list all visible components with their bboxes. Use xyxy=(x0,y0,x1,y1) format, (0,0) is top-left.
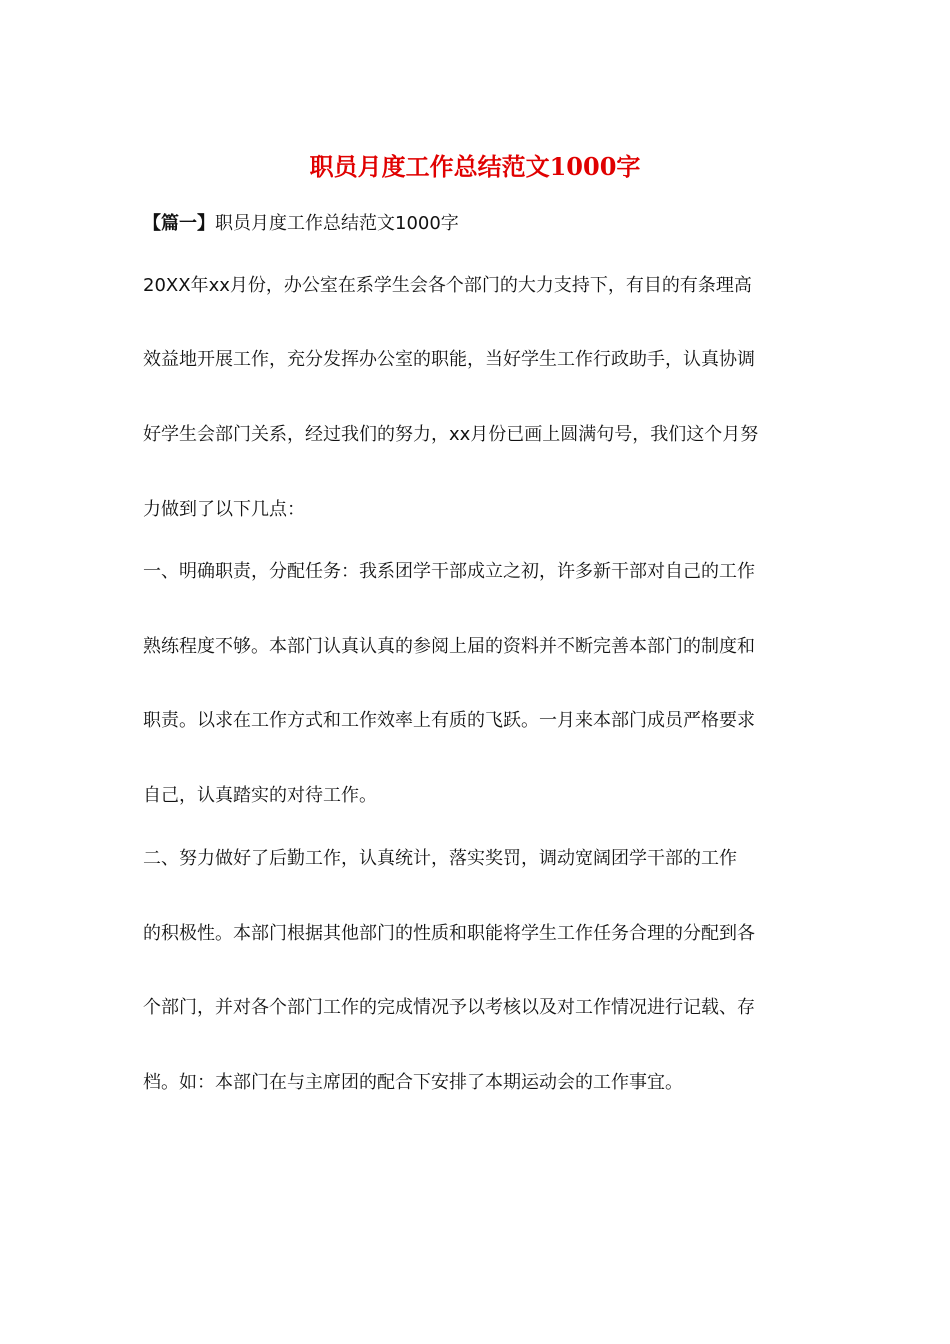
paragraph-line: 职责。以求在工作方式和工作效率上有质的飞跃。一月来本部门成员严格要求 xyxy=(143,710,755,731)
section-heading-text: 职员月度工作总结范文1000字 xyxy=(215,213,459,234)
document-title: 职员月度工作总结范文1000字 xyxy=(309,152,641,181)
section-heading xyxy=(143,210,459,238)
paragraph-line: 一、明确职责，分配任务：我系团学干部成立之初，许多新干部对自己的工作 xyxy=(143,561,755,582)
paragraph-line: 二、努力做好了后勤工作，认真统计，落实奖罚，调动宽阔团学干部的工作 xyxy=(143,848,737,869)
paragraph-line: 个部门，并对各个部门工作的完成情况予以考核以及对工作情况进行记载、存 xyxy=(143,997,755,1018)
paragraph-line: 档。如：本部门在与主席团的配合下安排了本期运动会的工作事宜。 xyxy=(143,1072,683,1093)
section-heading-bracket: 【篇一】 xyxy=(143,213,215,234)
paragraph-line: 力做到了以下几点： xyxy=(143,499,305,520)
paragraph-line: 熟练程度不够。本部门认真认真的参阅上届的资料并不断完善本部门的制度和 xyxy=(143,636,755,657)
paragraph-line: 的积极性。本部门根据其他部门的性质和职能将学生工作任务合理的分配到各 xyxy=(143,923,755,944)
paragraph-line: 效益地开展工作，充分发挥办公室的职能，当好学生工作行政助手，认真协调 xyxy=(143,349,755,370)
paragraph-line: 20XX年xx月份，办公室在系学生会各个部门的大力支持下，有目的有条理高 xyxy=(143,275,752,296)
paragraph-line: 自己，认真踏实的对待工作。 xyxy=(143,785,377,806)
paragraph-line: 好学生会部门关系，经过我们的努力，xx月份已画上圆满句号，我们这个月努 xyxy=(143,424,759,445)
